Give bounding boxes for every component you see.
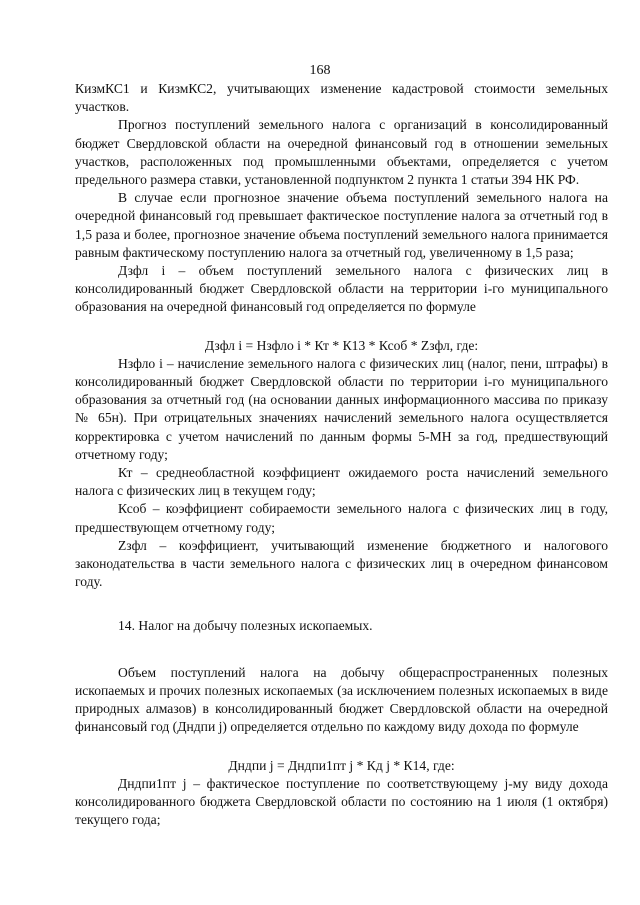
page-body	[75, 80, 608, 829]
paragraph-forecast-limit: В случае если прогнозное значение объема поступлений земельного налога на очередной финансовый год превышает фактическое поступление налога за отчетный год в 1,5 раза и более, прогнозное значение объема поступлений земельного налога принимается равным фактическому поступлению налога за отчетный год, увеличенному в 1,5 раза;	[75, 190, 608, 260]
paragraph-kizm-continuation: КизмКС1 и КизмКС2, учитывающих изменение кадастровой стоимости земельных участков.	[75, 81, 608, 115]
paragraph-zzfl-definition: Zзфл – коэффициент, учитывающий изменение бюджетного и налогового законодательства в части земельного налога с физических лиц в очередном финансовом году.	[75, 537, 608, 590]
paragraph-ndpi-volume: Объем поступлений налога на добычу общераспространенных полезных ископаемых и прочих полезных ископаемых (за исключением полезных ископаемых в виде природных алмазов) в консолидированный бюджет Свердловской области на очередной финансовый год (Дндпи j) определяется отдельно по каждому виду дохода по формуле	[75, 664, 608, 735]
paragraph-ksob-definition: Ксоб – коэффициент собираемости земельного налога с физических лиц в году, предшествующем отчетному году;	[75, 501, 608, 535]
formula-dzfl: Дзфл i = Нзфло i * Кт * К13 * Ксоб * Zзфл, где:	[204, 337, 479, 353]
paragraph-kt-definition: Кт – среднеобластной коэффициент ожидаемого роста начислений земельного налога с физических лиц в текущем году;	[75, 465, 608, 499]
paragraph-nzflo-definition: Нзфло i – начисление земельного налога с физических лиц (налог, пени, штрафы) в консолидированный бюджет Свердловской области по территории i-го муниципального образования за отчетный год (на основании данных информационного массива по приказу № 65н). При отрицательных значениях начислений земельного налога осуществляется корректировка с учетом начислений по данным формы 5-МН за год, предшествующий отчетному году;	[75, 355, 608, 462]
paragraph-forecast-organizations: Прогноз поступлений земельного налога с организаций в консолидированный бюджет Свердловской области на очередной финансовый год в отношении земельных участков, расположенных под промышленными объектами, определяется с учетом предельного размера ставки, установленной подпунктом 2 пункта 1 статьи 394 НК РФ.	[75, 117, 608, 188]
paragraph-dndpi1pt-definition: Дндпи1пт j – фактическое поступление по соответствующему j-му виду дохода консолидированного бюджета Свердловской области по состоянию на 1 июля (1 октября) текущего года;	[75, 775, 608, 828]
section-heading-14: 14. Налог на добычу полезных ископаемых.	[118, 618, 373, 634]
paragraph-dzfl-definition: Дзфл i – объем поступлений земельного налога с физических лиц в консолидированный бюджет Свердловской области на территории i-го муниципального образования на очередной финансовый год определяется по формуле	[75, 263, 608, 315]
formula-dndpi: Дндпи j = Дндпи1пт j * Кд j * К14, где:	[228, 757, 455, 773]
page-number: 168	[309, 63, 331, 78]
